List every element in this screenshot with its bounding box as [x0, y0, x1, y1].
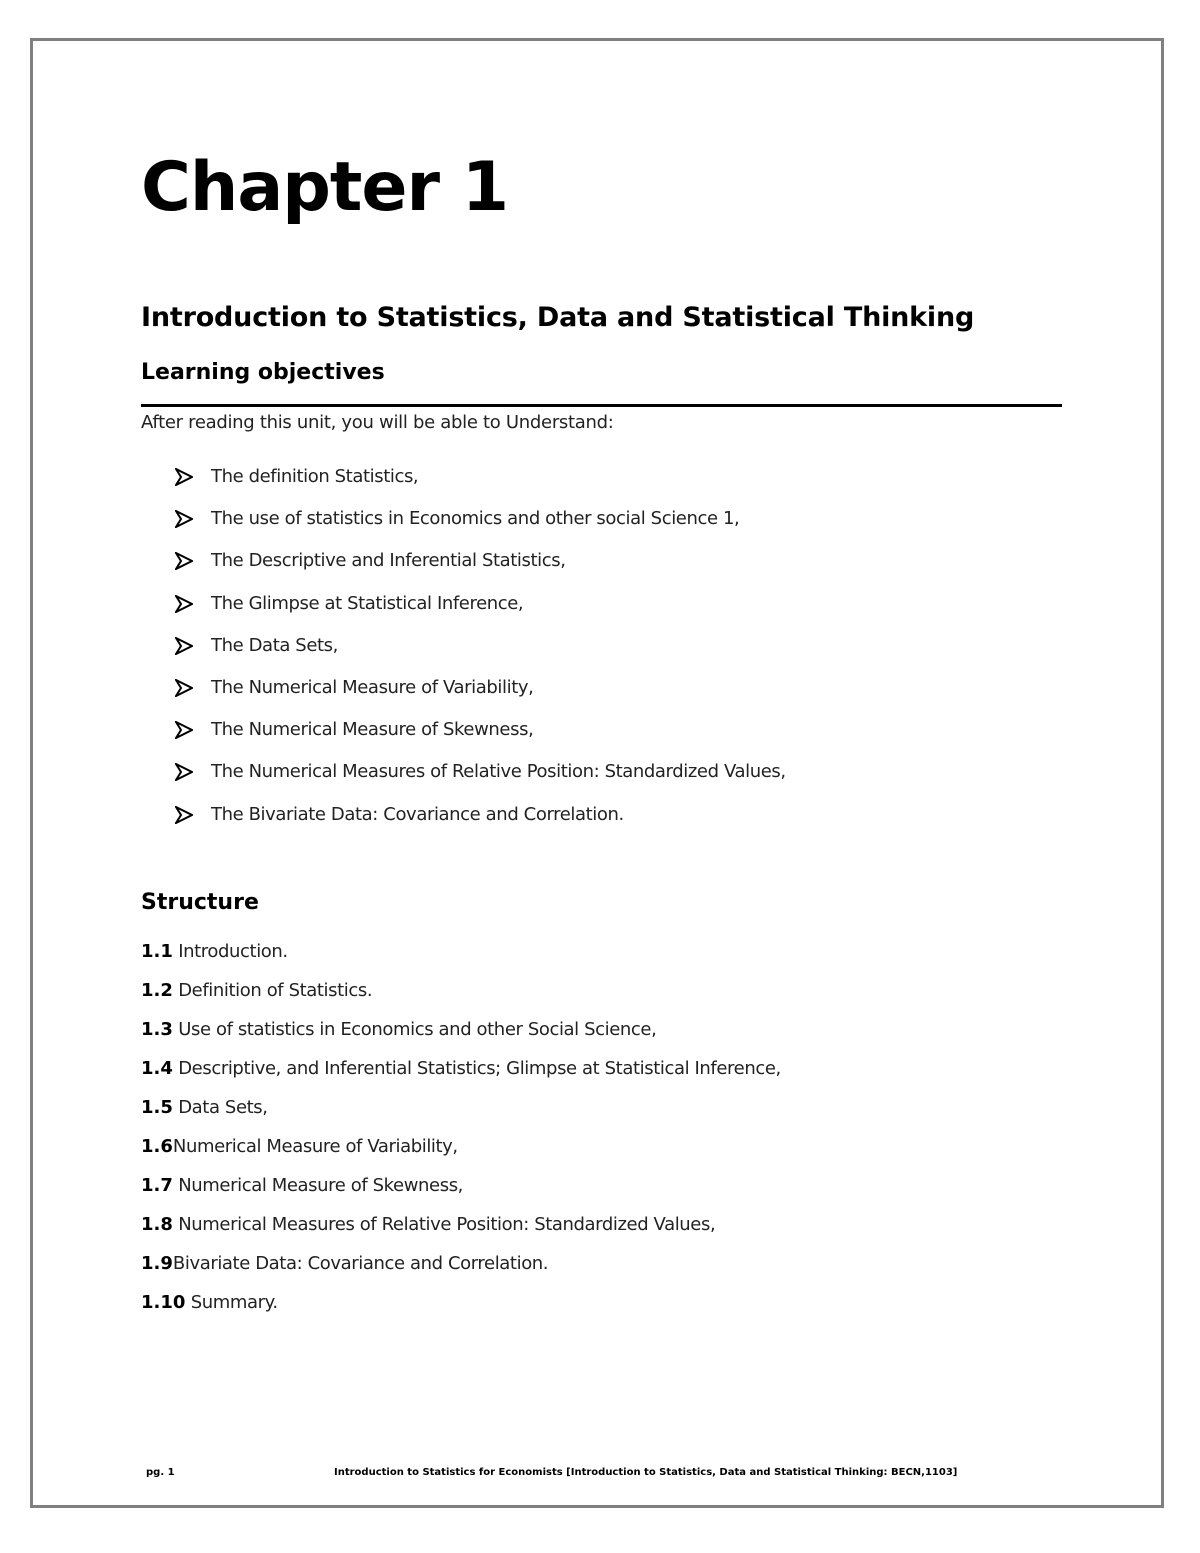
- section-title: Bivariate Data: Covariance and Correlation.: [172, 1253, 549, 1275]
- arrowhead-bullet-icon: [175, 552, 211, 570]
- objective-item: [175, 751, 786, 793]
- structure-heading: Structure: [141, 890, 259, 915]
- structure-list: [141, 932, 781, 1323]
- objective-text: The use of statistics in Economics and other social Science 1,: [211, 508, 740, 530]
- objective-text: The Numerical Measures of Relative Position: Standardized Values,: [211, 761, 786, 783]
- unit-title: Introduction to Statistics, Data and Statistical Thinking: [141, 302, 975, 333]
- objective-item: [175, 498, 786, 540]
- section-title: Use of statistics in Economics and other Social Science,: [172, 1018, 657, 1040]
- structure-item: [141, 1049, 781, 1088]
- objective-item: [175, 583, 786, 625]
- section-title: Numerical Measure of Variability,: [172, 1136, 458, 1158]
- objective-text: The definition Statistics,: [211, 466, 419, 488]
- structure-item: [141, 971, 781, 1010]
- section-number: 1.8: [141, 1214, 173, 1236]
- objective-text: The Numerical Measure of Variability,: [211, 677, 534, 699]
- structure-item: [141, 1284, 781, 1323]
- section-title: Data Sets,: [172, 1096, 268, 1118]
- objective-item: [175, 625, 786, 667]
- section-title: Definition of Statistics.: [172, 979, 373, 1001]
- structure-item: [141, 932, 781, 971]
- arrowhead-bullet-icon: [175, 595, 211, 613]
- objective-item: [175, 456, 786, 498]
- objectives-intro: After reading this unit, you will be able to Understand:: [141, 412, 614, 433]
- arrowhead-bullet-icon: [175, 679, 211, 697]
- learning-objectives-heading: Learning objectives: [141, 360, 385, 385]
- section-title: Numerical Measures of Relative Position: Standardized Values,: [172, 1214, 716, 1236]
- section-title: Introduction.: [172, 940, 288, 962]
- structure-item: [141, 1167, 781, 1206]
- section-number: 1.6: [141, 1136, 173, 1158]
- objective-text: The Descriptive and Inferential Statistics,: [211, 550, 566, 572]
- objectives-list: [175, 456, 786, 836]
- section-title: Numerical Measure of Skewness,: [172, 1175, 464, 1197]
- section-number: 1.9: [141, 1253, 173, 1275]
- arrowhead-bullet-icon: [175, 763, 211, 781]
- objective-text: The Glimpse at Statistical Inference,: [211, 592, 524, 614]
- objective-text: The Bivariate Data: Covariance and Correlation.: [211, 803, 624, 825]
- objective-text: The Data Sets,: [211, 634, 338, 656]
- objective-text: The Numerical Measure of Skewness,: [211, 719, 534, 741]
- footer-page-number: pg. 1: [146, 1467, 175, 1478]
- objective-item: [175, 709, 786, 751]
- section-number: 1.5: [141, 1096, 173, 1118]
- section-number: 1.1: [141, 940, 173, 962]
- heading-divider: [141, 404, 1062, 407]
- section-title: Descriptive, and Inferential Statistics; Glimpse at Statistical Inference,: [172, 1057, 781, 1079]
- arrowhead-bullet-icon: [175, 637, 211, 655]
- chapter-title: Chapter 1: [141, 148, 509, 227]
- section-number: 1.3: [141, 1018, 173, 1040]
- objective-item: [175, 794, 786, 836]
- arrowhead-bullet-icon: [175, 468, 211, 486]
- structure-item: [141, 1127, 781, 1166]
- arrowhead-bullet-icon: [175, 806, 211, 824]
- section-number: 1.10: [141, 1292, 186, 1314]
- objective-item: [175, 540, 786, 582]
- section-title: Summary.: [185, 1292, 278, 1314]
- structure-item: [141, 1206, 781, 1245]
- section-number: 1.4: [141, 1057, 173, 1079]
- structure-item: [141, 1088, 781, 1127]
- structure-item: [141, 1010, 781, 1049]
- arrowhead-bullet-icon: [175, 510, 211, 528]
- section-number: 1.7: [141, 1175, 173, 1197]
- arrowhead-bullet-icon: [175, 721, 211, 739]
- structure-item: [141, 1245, 781, 1284]
- section-number: 1.2: [141, 979, 173, 1001]
- footer-document-title: Introduction to Statistics for Economists [Introduction to Statistics, Data and Statistical Thinking: BECN,1103]: [334, 1467, 958, 1478]
- objective-item: [175, 667, 786, 709]
